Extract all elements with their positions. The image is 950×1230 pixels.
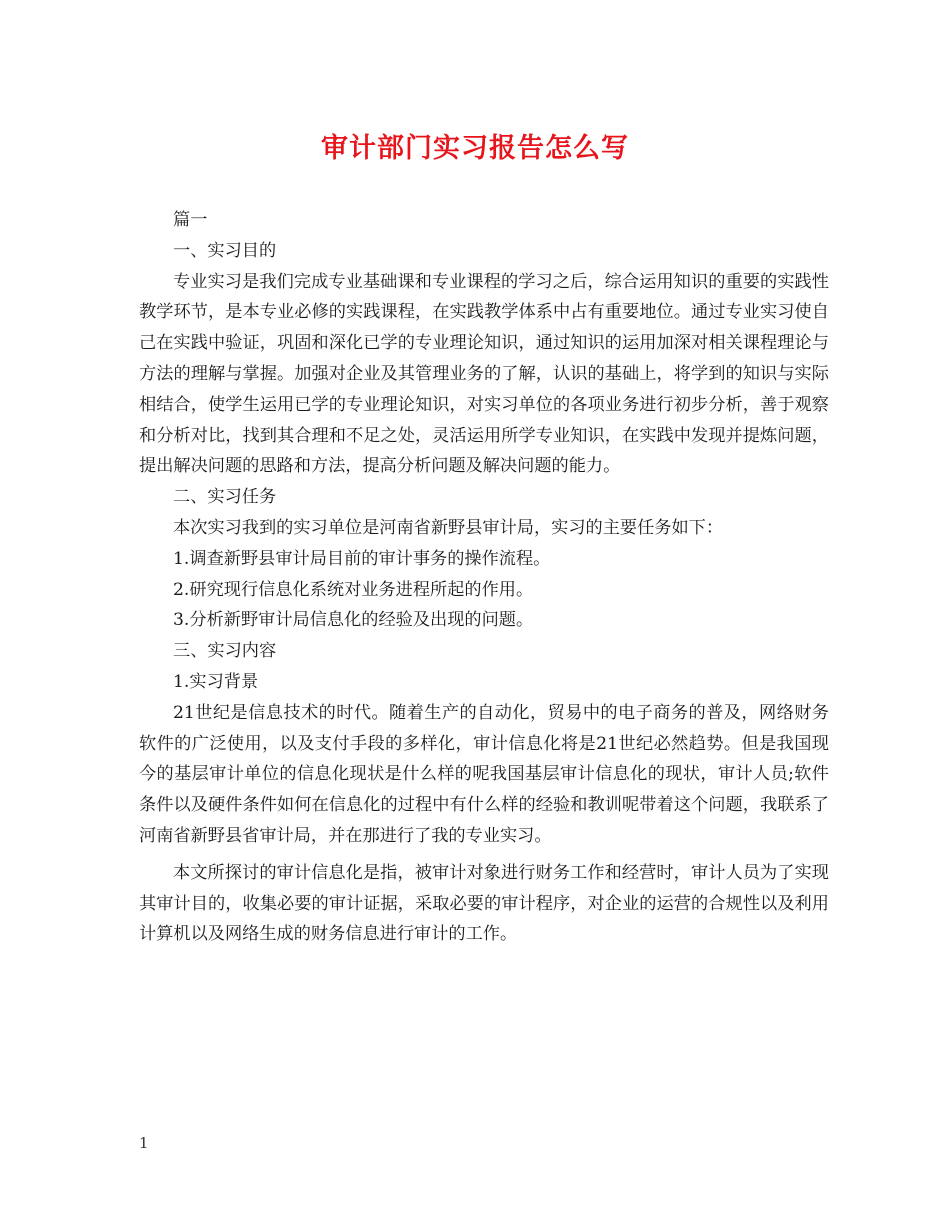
paragraph-purpose: 专业实习是我们完成专业基础课和专业课程的学习之后，综合运用知识的重要的实践性教学环节，是本专业必修的实践课程，在实践教学体系中占有重要地位。通过专业实习使自己在实践中验证，巩固和深化已学的专业理论知识，通过知识的运用加深对相关课程理论与方法的理解与掌握。加强对企业及其管理业务的了解，认识的基础上，将学到的知识与实际相结合，使学生运用已学的专业理论知识，对实习单位的各项业务进行初步分析，善于观察和分析对比，找到其合理和不足之处，灵活运用所学专业知识，在实践中发现并提炼问题，提出解决问题的思路和方法，提高分析问题及解决问题的能力。 — [139, 271, 829, 477]
subheading-background: 1.实习背景 — [173, 671, 259, 692]
heading-content: 三、实习内容 — [173, 641, 277, 662]
page-number: 1 — [139, 1134, 149, 1152]
document-title: 审计部门实习报告怎么写 — [321, 133, 629, 164]
document-body — [139, 205, 829, 950]
task-item-2: 2.研究现行信息化系统对业务进程所起的作用。 — [173, 579, 534, 600]
heading-purpose: 一、实习目的 — [173, 240, 277, 261]
paragraph-background: 21世纪是信息技术的时代。随着生产的自动化，贸易中的电子商务的普及，网络财务软件的广泛使用，以及支付手段的多样化，审计信息化将是21世纪必然趋势。但是我国现今的基层审计单位的信息化现状是什么样的呢我国基层审计信息化的现状，审计人员;软件条件以及硬件条件如何在信息化的过程中有什么样的经验和教训呢带着这个问题，我联系了河南省新野县省审计局，并在那进行了我的专业实习。 — [139, 702, 829, 846]
task-item-3: 3.分析新野审计局信息化的经验及出现的问题。 — [173, 610, 534, 631]
paragraph-tasks-intro: 本次实习我到的实习单位是河南省新野县审计局，实习的主要任务如下： — [173, 517, 724, 538]
section-label: 篇一 — [173, 210, 208, 230]
heading-tasks: 二、实习任务 — [173, 487, 277, 508]
task-item-1: 1.调查新野县审计局目前的审计事务的操作流程。 — [173, 548, 551, 569]
paragraph-definition: 本文所探讨的审计信息化是指，被审计对象进行财务工作和经营时，审计人员为了实现其审计目的，收集必要的审计证据，采取必要的审计程序，对企业的运营的合规性以及利用计算机以及网络生成的财务信息进行审计的工作。 — [139, 862, 829, 945]
